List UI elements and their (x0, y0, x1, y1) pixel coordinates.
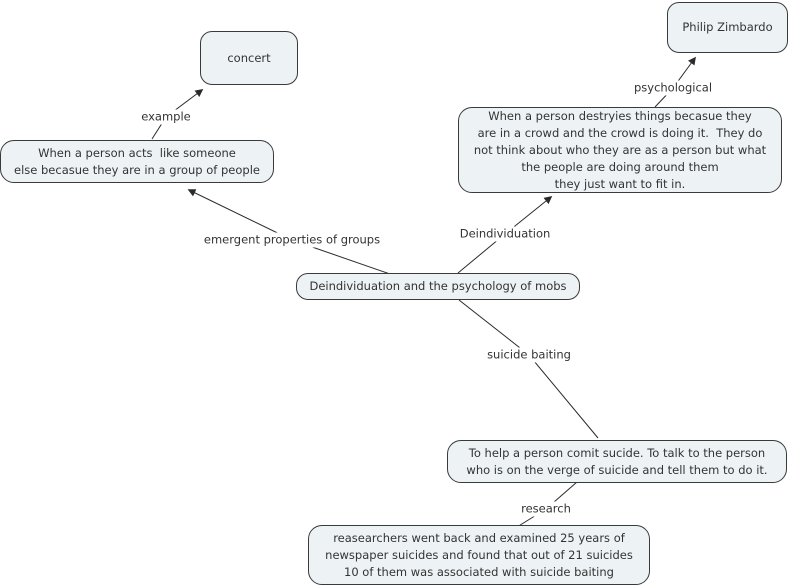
node-concert-text: concert (227, 50, 271, 65)
node-text-line: are in a crowd and the crowd is doing it. They do (477, 125, 763, 140)
node-main-topic-text: Deindividuation and the psychology of mobs (309, 279, 567, 293)
link-label-emergent-properties[interactable]: emergent properties of groups (201, 233, 383, 248)
node-text-line: they just want to fit in. (554, 176, 686, 191)
node-text-line: When a person acts like someone (38, 145, 236, 160)
node-destroys-in-crowd[interactable] (458, 107, 782, 193)
node-philip-zimbardo[interactable] (667, 2, 788, 53)
node-text-line: When a person destryies things becasue they (488, 108, 752, 123)
node-text-line: who is on the verge of suicide and tell them to do it. (466, 462, 768, 477)
node-suicide-baiting-definition[interactable] (447, 440, 787, 483)
node-text-line: not think about who they are as a person but what (473, 142, 767, 157)
link-label-research[interactable]: research (518, 502, 574, 517)
node-text-line: newspaper suicides and found that out of 21 suicides (325, 547, 633, 562)
node-research-finding[interactable] (308, 525, 650, 585)
link-label-suicide-baiting[interactable]: suicide baiting (484, 348, 574, 363)
node-text-line: else becasue they are in a group of people (14, 162, 260, 177)
node-text-line: the people are doing around them (521, 159, 719, 174)
link-label-deindividuation[interactable]: Deindividuation (457, 227, 554, 242)
node-acts-like-someone[interactable] (0, 140, 274, 183)
node-concert[interactable] (200, 31, 298, 85)
node-philip-zimbardo-text: Philip Zimbardo (682, 20, 773, 34)
connector-suicide-baiting[interactable] (459, 300, 598, 438)
link-label-example[interactable]: example (138, 110, 194, 125)
link-label-psychological[interactable]: psychological (631, 81, 715, 96)
node-main-topic[interactable] (296, 273, 580, 300)
node-text-line: 10 of them was associated with suicide baiting (344, 564, 614, 579)
node-text-line: reasearchers went back and examined 25 years of (333, 530, 625, 545)
node-text-line: To help a person comit sucide. To talk to the person (468, 445, 766, 460)
